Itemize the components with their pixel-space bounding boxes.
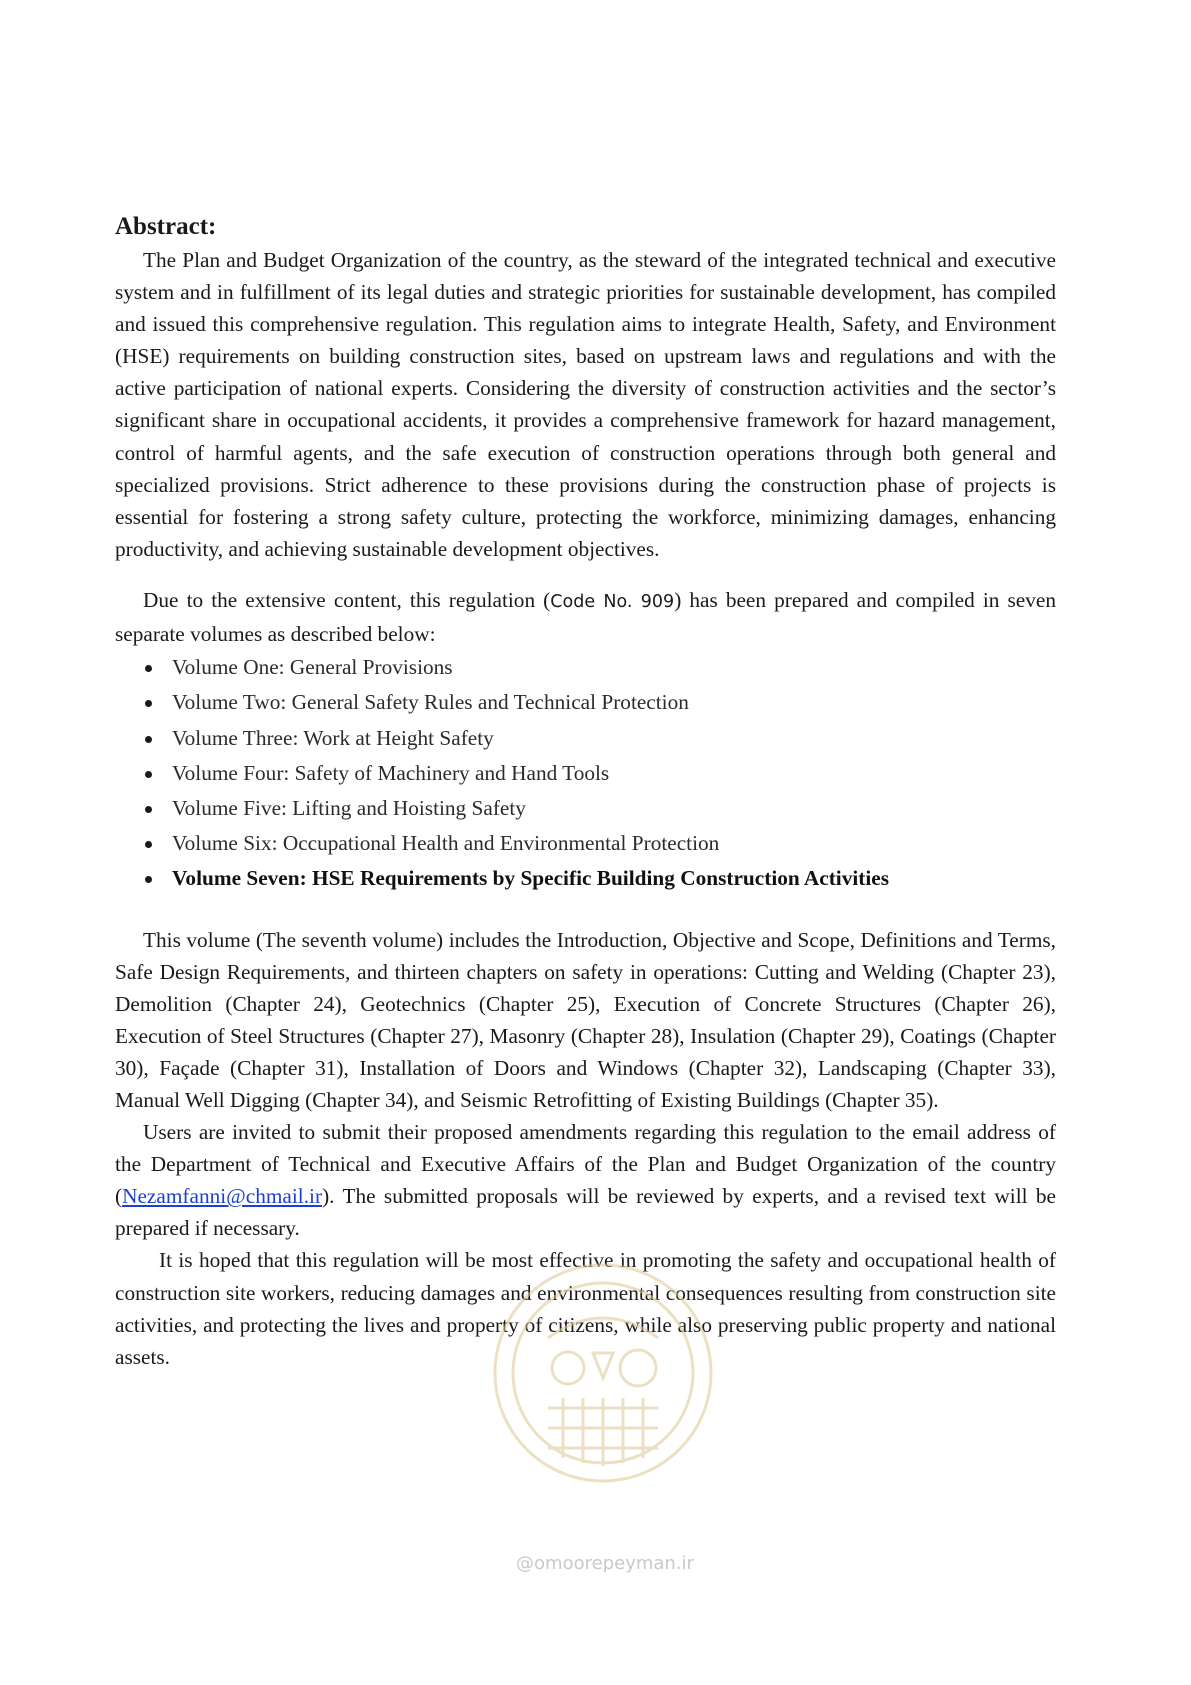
list-item bbox=[115, 826, 1056, 861]
list-item bbox=[115, 685, 1056, 720]
bullet-icon bbox=[145, 806, 152, 813]
paragraph-2-text-before: Due to the extensive content, this regulation ( bbox=[143, 587, 551, 612]
list-item bbox=[115, 721, 1056, 756]
list-item bbox=[115, 791, 1056, 826]
abstract-paragraph-5: It is hoped that this regulation will be most effective in promoting the safety and occupational health of construction site workers, reducing damages and environmental consequences resulting from construction site activities, and protecting the lives and property of citizens, while also preserving public property and national assets. bbox=[115, 1248, 1056, 1369]
abstract-paragraph-1: The Plan and Budget Organization of the country, as the steward of the integrated technical and executive system and in fulfillment of its legal duties and strategic priorities for sustainable development, has compiled and issued this comprehensive regulation. This regulation aims to integrate Health, Safety, and Environment (HSE) requirements on building construction sites, based on upstream laws and regulations and with the active participation of national experts. Considering the diversity of construction activities and the sector’s significant share in occupational accidents, it provides a comprehensive framework for hazard management, control of harmful agents, and the safe execution of construction operations through both general and specialized provisions. Strict adherence to these provisions during the construction phase of projects is essential for fostering a strong safety culture, protecting the workforce, minimizing damages, enhancing productivity, and achieving sustainable development objectives. bbox=[115, 248, 1056, 561]
bullet-icon bbox=[145, 876, 152, 883]
abstract-paragraph-3: This volume (The seventh volume) includes the Introduction, Objective and Scope, Definitions and Terms, Safe Design Requirements, and thirteen chapters on safety in operations: Cutting and Welding (Chapter 23), Demolition (Chapter 24), Geotechnics (Chapter 25), Execution of Concrete Structures (Chapter 26), Execution of Steel Structures (Chapter 27), Masonry (Chapter 28), Insulation (Chapter 29), Coatings (Chapter 30), Façade (Chapter 31), Installation of Doors and Windows (Chapter 32), Landscaping (Chapter 33), Manual Well Digging (Chapter 34), and Seismic Retrofitting of Existing Buildings (Chapter 35). bbox=[115, 927, 1056, 1113]
bullet-icon bbox=[145, 700, 152, 707]
paragraph-2-text-after: ) has been prepared and compiled in seven separate volumes as described below: bbox=[115, 587, 1056, 647]
abstract-paragraph-2 bbox=[115, 584, 1056, 650]
volume-label: Volume Three: Work at Height Safety bbox=[172, 725, 494, 750]
abstract-heading: Abstract: bbox=[115, 213, 217, 240]
volume-label: Volume Four: Safety of Machinery and Hand Tools bbox=[172, 760, 610, 785]
paragraph-4-text-after: ). The submitted proposals will be reviewed by experts, and a revised text will be prepared if necessary. bbox=[115, 1184, 1056, 1241]
volume-label: Volume Two: General Safety Rules and Technical Protection bbox=[172, 690, 689, 715]
code-number: Code No. 909 bbox=[550, 591, 675, 612]
bullet-icon bbox=[145, 665, 152, 672]
volume-label: Volume Seven: HSE Requirements by Specific Building Construction Activities bbox=[172, 866, 890, 891]
list-item bbox=[115, 756, 1056, 791]
paragraph-4-text-before: Users are invited to submit their proposed amendments regarding this regulation to the email address of the Department of Technical and Executive Affairs of the Plan and Budget Organization of the country ( bbox=[115, 1120, 1056, 1209]
volume-label: Volume Five: Lifting and Hoisting Safety bbox=[172, 795, 526, 820]
bullet-icon bbox=[145, 771, 152, 778]
bullet-icon bbox=[145, 736, 152, 743]
list-item bbox=[115, 650, 1056, 685]
list-item-current-volume bbox=[115, 861, 1056, 896]
volume-label: Volume Six: Occupational Health and Environmental Protection bbox=[172, 831, 720, 856]
volumes-list bbox=[115, 650, 1056, 896]
abstract-paragraph-4 bbox=[115, 1116, 1056, 1244]
volume-label: Volume One: General Provisions bbox=[172, 655, 453, 680]
bullet-icon bbox=[145, 841, 152, 848]
email-link[interactable]: Nezamfanni@chmail.ir bbox=[122, 1184, 323, 1209]
watermark-handle: @omoorepeyman.ir bbox=[516, 1553, 694, 1574]
document-page bbox=[115, 212, 1056, 1373]
